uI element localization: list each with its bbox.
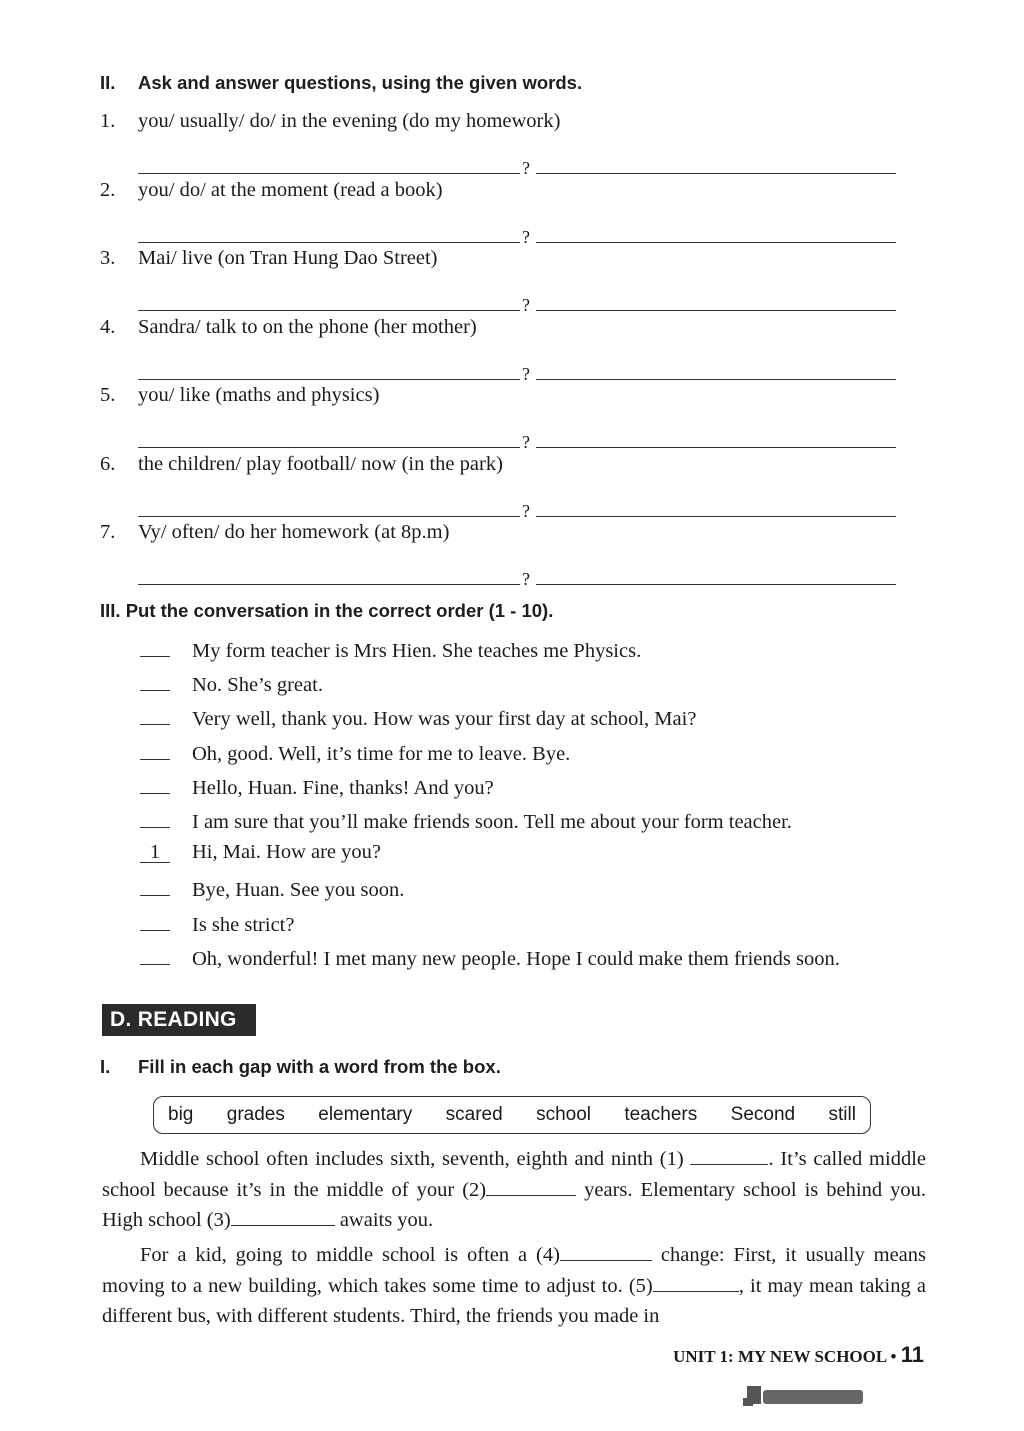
- reading-paragraph-2: [102, 1240, 926, 1332]
- question-mark: ?: [522, 226, 530, 247]
- exercise-title: Fill in each gap with a word from the box.: [138, 1056, 501, 1077]
- order-blank[interactable]: [140, 739, 170, 760]
- word-option: still: [828, 1104, 856, 1125]
- answer-line[interactable]: [138, 221, 898, 247]
- gap-1[interactable]: [690, 1146, 768, 1165]
- conversation-text: Very well, thank you. How was your first day at school, Mai?: [192, 708, 697, 731]
- conversation-text: My form teacher is Mrs Hien. She teaches me Physics.: [192, 640, 642, 662]
- question-item: [100, 247, 438, 270]
- gap-5[interactable]: [653, 1273, 739, 1292]
- reading-section-badge: D. READING: [102, 1004, 256, 1036]
- conversation-text: Oh, good. Well, it’s time for me to leave. Bye.: [192, 742, 571, 765]
- conversation-text: No. She’s great.: [192, 674, 323, 697]
- order-blank[interactable]: [140, 875, 170, 896]
- question-text: you/ do/ at the moment (read a book): [138, 178, 443, 201]
- section-title: Ask and answer questions, using the given words.: [138, 72, 583, 93]
- question-text: Mai/ live (on Tran Hung Dao Street): [138, 247, 438, 269]
- conversation-text: I am sure that you’ll make friends soon. Tell me about your form teacher.: [192, 811, 792, 833]
- paragraph-text: awaits you.: [334, 1209, 434, 1231]
- question-text: Sandra/ talk to on the phone (her mother): [138, 315, 477, 338]
- conversation-text: Hello, Huan. Fine, thanks! And you?: [192, 776, 494, 799]
- conversation-line: [140, 875, 404, 902]
- word-option: scared: [445, 1104, 503, 1125]
- question-item: [100, 316, 477, 339]
- conversation-line: [140, 704, 696, 731]
- gap-2[interactable]: [486, 1177, 576, 1196]
- conversation-line: [140, 910, 294, 937]
- order-blank[interactable]: 1: [140, 842, 170, 863]
- answer-line[interactable]: [138, 563, 898, 589]
- footer-separator: •: [886, 1347, 901, 1366]
- question-mark: ?: [522, 500, 530, 521]
- answer-line[interactable]: [138, 358, 898, 384]
- question-item: [100, 453, 503, 476]
- answer-blank[interactable]: [536, 584, 896, 585]
- page-footer: [673, 1342, 924, 1368]
- question-item: [100, 384, 379, 407]
- question-number: 3.: [100, 247, 116, 269]
- word-option: school: [536, 1104, 591, 1125]
- question-blank[interactable]: [138, 379, 520, 380]
- answer-blank[interactable]: [536, 516, 896, 517]
- answer-blank[interactable]: [536, 447, 896, 448]
- question-number: 6.: [100, 452, 116, 475]
- conversation-line: [140, 773, 494, 800]
- section-number: II.: [100, 72, 116, 93]
- publisher-logo: [743, 1384, 869, 1408]
- question-number: 1.: [100, 110, 116, 132]
- question-item: [100, 110, 560, 133]
- answer-blank[interactable]: [536, 379, 896, 380]
- question-text: the children/ play football/ now (in the park): [138, 452, 503, 475]
- question-number: 7.: [100, 521, 116, 543]
- conversation-line: [140, 944, 840, 971]
- order-blank[interactable]: [140, 704, 170, 725]
- reading-paragraph-1: [102, 1144, 926, 1236]
- logo-mark: [743, 1398, 753, 1406]
- question-item: [100, 179, 443, 202]
- paragraph-text: For a kid, going to middle school is often a (4): [140, 1244, 560, 1266]
- word-option: grades: [226, 1104, 285, 1125]
- paragraph-text: years. Elementary school is behind you. High school (3): [102, 1178, 926, 1231]
- question-blank[interactable]: [138, 173, 520, 174]
- answer-line[interactable]: [138, 495, 898, 521]
- paragraph-text: , it may mean taking a different bus, with different students. Third, the friends you made in: [102, 1274, 926, 1327]
- answer-blank[interactable]: [536, 242, 896, 243]
- word-box: [153, 1096, 871, 1134]
- paragraph-text: . It’s called middle school because it’s in the middle of your (2): [102, 1148, 926, 1201]
- answer-blank[interactable]: [536, 310, 896, 311]
- conversation-text: Is she strict?: [192, 913, 295, 936]
- question-text: Vy/ often/ do her homework (at 8p.m): [138, 521, 450, 543]
- gap-3[interactable]: [231, 1207, 335, 1226]
- question-number: 2.: [100, 178, 116, 201]
- word-option: teachers: [624, 1104, 698, 1125]
- paragraph-text: change: First, it usually means moving to a new building, which takes some time to adjust to. (5): [102, 1244, 926, 1297]
- answer-line[interactable]: [138, 289, 898, 315]
- paragraph-text: Middle school often includes sixth, seventh, eighth and ninth (1): [140, 1148, 691, 1170]
- page-number: 11: [900, 1342, 924, 1367]
- conversation-line: [140, 807, 792, 834]
- question-blank[interactable]: [138, 584, 520, 585]
- word-option: Second: [730, 1104, 796, 1125]
- section-2-heading: [100, 72, 582, 94]
- question-mark: ?: [522, 363, 530, 384]
- answer-line[interactable]: [138, 152, 898, 178]
- order-blank[interactable]: [140, 944, 170, 965]
- question-blank[interactable]: [138, 516, 520, 517]
- unit-title: UNIT 1: MY NEW SCHOOL: [673, 1347, 887, 1366]
- question-text: you/ usually/ do/ in the evening (do my homework): [138, 110, 561, 132]
- question-blank[interactable]: [138, 310, 520, 311]
- order-blank[interactable]: [140, 807, 170, 828]
- word-option: big: [168, 1104, 194, 1125]
- order-blank[interactable]: [140, 636, 170, 657]
- conversation-line: [140, 841, 381, 864]
- question-mark: ?: [522, 295, 530, 315]
- question-mark: ?: [522, 158, 530, 178]
- answer-line[interactable]: [138, 426, 898, 452]
- question-blank[interactable]: [138, 447, 520, 448]
- question-mark: ?: [522, 569, 530, 589]
- question-text: you/ like (maths and physics): [138, 384, 380, 406]
- conversation-line: [140, 636, 641, 663]
- question-mark: ?: [522, 432, 530, 452]
- exercise-number: I.: [100, 1056, 111, 1077]
- gap-4[interactable]: [560, 1242, 652, 1261]
- logo-wordmark: [763, 1390, 863, 1404]
- reading-exercise-heading: [100, 1056, 501, 1078]
- conversation-text: Hi, Mai. How are you?: [192, 841, 382, 864]
- conversation-text: Oh, wonderful! I met many new people. Hope I could make them friends soon.: [192, 947, 840, 970]
- order-blank[interactable]: [140, 910, 170, 931]
- order-blank[interactable]: [140, 773, 170, 794]
- question-item: [100, 521, 449, 544]
- conversation-text: Bye, Huan. See you soon.: [192, 879, 405, 902]
- conversation-line: [140, 739, 570, 766]
- answer-blank[interactable]: [536, 173, 896, 174]
- question-blank[interactable]: [138, 242, 520, 243]
- order-blank[interactable]: [140, 670, 170, 691]
- question-number: 5.: [100, 384, 116, 406]
- section-3-heading: III. Put the conversation in the correct order (1 - 10).: [100, 600, 554, 621]
- conversation-line: [140, 670, 323, 697]
- question-number: 4.: [100, 315, 116, 338]
- word-option: elementary: [318, 1104, 413, 1125]
